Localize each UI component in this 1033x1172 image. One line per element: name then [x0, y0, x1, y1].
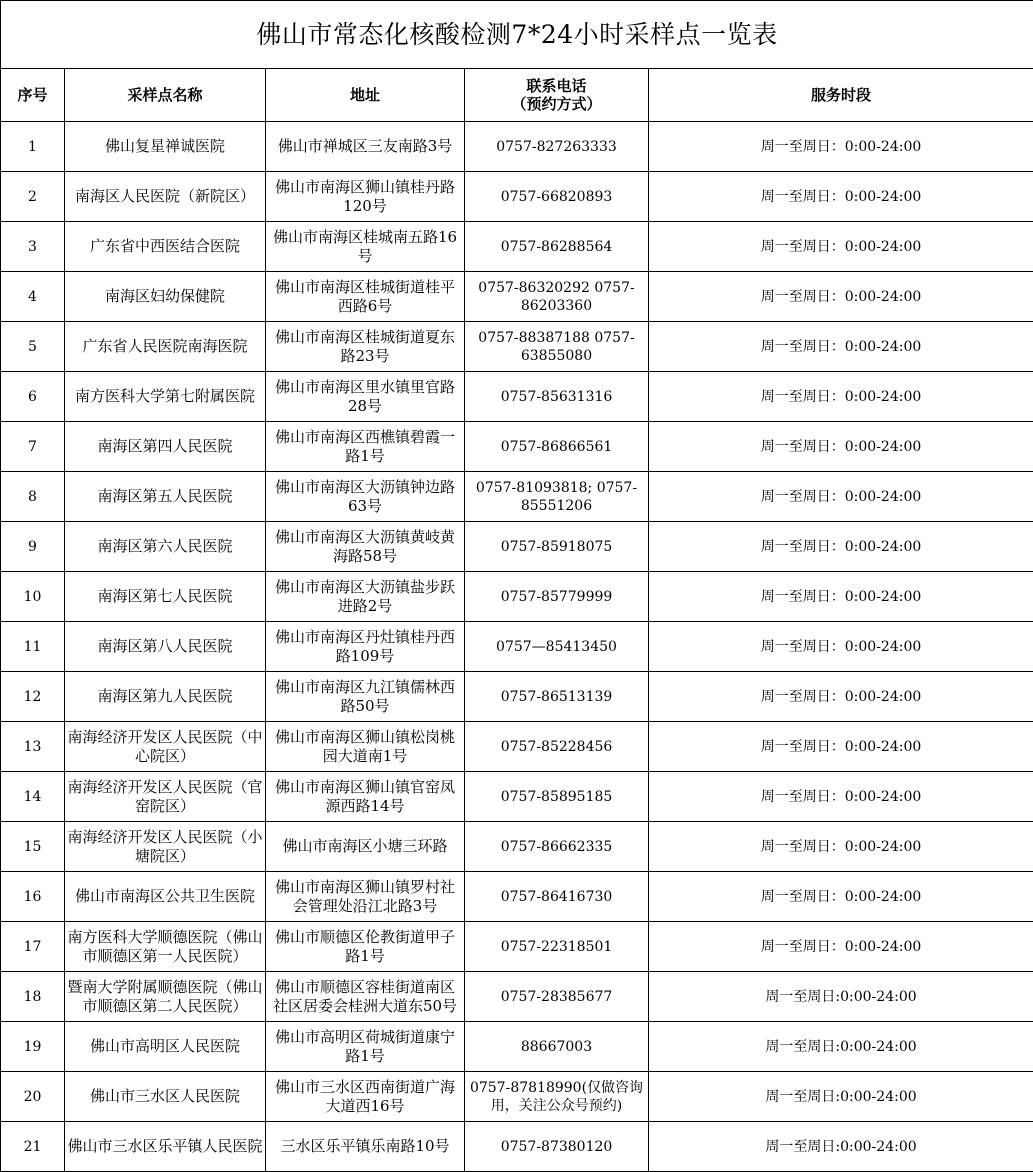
cell-address: 佛山市南海区桂城南五路16号 — [266, 222, 465, 272]
header-phone — [465, 69, 649, 122]
cell-seq: 10 — [1, 572, 65, 622]
cell-phone: 0757-88387188 0757-63855080 — [465, 322, 649, 372]
cell-address: 佛山市三水区西南街道广海大道西16号 — [266, 1072, 465, 1122]
cell-phone: 0757-86320292 0757-86203360 — [465, 272, 649, 322]
cell-address: 佛山市南海区丹灶镇桂丹西路109号 — [266, 622, 465, 672]
cell-phone: 0757-66820893 — [465, 172, 649, 222]
cell-name: 南海区妇幼保健院 — [65, 272, 266, 322]
header-phone-line2: （预约方式） — [467, 95, 646, 113]
cell-address: 佛山市南海区狮山镇桂丹路120号 — [266, 172, 465, 222]
cell-hours: 周一至周日：0:00-24:00 — [649, 372, 1033, 422]
cell-seq: 19 — [1, 1022, 65, 1072]
table-row — [1, 122, 1033, 172]
cell-name: 佛山市高明区人民医院 — [65, 1022, 266, 1072]
cell-name: 南海经济开发区人民医院（官窑院区） — [65, 772, 266, 822]
cell-address: 佛山市南海区狮山镇罗村社会管理处沿江北路3号 — [266, 872, 465, 922]
cell-hours: 周一至周日：0:00-24:00 — [649, 622, 1033, 672]
cell-seq: 8 — [1, 472, 65, 522]
cell-name: 南海经济开发区人民医院（中心院区） — [65, 722, 266, 772]
cell-phone: 0757-86866561 — [465, 422, 649, 472]
cell-name: 佛山市三水区人民医院 — [65, 1072, 266, 1122]
cell-address: 佛山市南海区九江镇儒林西路50号 — [266, 672, 465, 722]
cell-name: 佛山市三水区乐平镇人民医院 — [65, 1122, 266, 1172]
cell-hours: 周一至周日：0:00-24:00 — [649, 572, 1033, 622]
cell-address: 佛山市南海区小塘三环路 — [266, 822, 465, 872]
cell-address: 三水区乐平镇乐南路10号 — [266, 1122, 465, 1172]
cell-hours: 周一至周日:0:00-24:00 — [649, 1022, 1033, 1072]
table-row — [1, 922, 1033, 972]
cell-seq: 4 — [1, 272, 65, 322]
cell-address: 佛山市南海区西樵镇碧霞一路1号 — [266, 422, 465, 472]
header-hours: 服务时段 — [649, 69, 1033, 122]
cell-address: 佛山市南海区狮山镇官窑凤源西路14号 — [266, 772, 465, 822]
cell-seq: 7 — [1, 422, 65, 472]
cell-phone: 0757-81093818; 0757-85551206 — [465, 472, 649, 522]
table-row — [1, 322, 1033, 372]
cell-hours: 周一至周日：0:00-24:00 — [649, 772, 1033, 822]
cell-name: 佛山复星禅诚医院 — [65, 122, 266, 172]
cell-seq: 6 — [1, 372, 65, 422]
cell-phone: 0757-28385677 — [465, 972, 649, 1022]
cell-hours: 周一至周日：0:00-24:00 — [649, 672, 1033, 722]
cell-name: 暨南大学附属顺德医院（佛山市顺德区第二人民医院） — [65, 972, 266, 1022]
cell-phone: 0757-86416730 — [465, 872, 649, 922]
table-row — [1, 672, 1033, 722]
cell-phone: 0757-827263333 — [465, 122, 649, 172]
cell-name: 广东省中西医结合医院 — [65, 222, 266, 272]
cell-seq: 18 — [1, 972, 65, 1022]
table-row — [1, 1072, 1033, 1122]
table-row — [1, 472, 1033, 522]
cell-hours: 周一至周日：0:00-24:00 — [649, 122, 1033, 172]
table-row — [1, 1122, 1033, 1172]
cell-seq: 13 — [1, 722, 65, 772]
cell-phone: 0757-22318501 — [465, 922, 649, 972]
cell-address: 佛山市南海区狮山镇松岗桃园大道南1号 — [266, 722, 465, 772]
cell-address: 佛山市高明区荷城街道康宁路1号 — [266, 1022, 465, 1072]
table-row — [1, 222, 1033, 272]
cell-name: 南海区第六人民医院 — [65, 522, 266, 572]
cell-hours: 周一至周日：0:00-24:00 — [649, 872, 1033, 922]
cell-hours: 周一至周日：0:00-24:00 — [649, 222, 1033, 272]
cell-address: 佛山市南海区桂城街道夏东路23号 — [266, 322, 465, 372]
cell-seq: 21 — [1, 1122, 65, 1172]
cell-seq: 17 — [1, 922, 65, 972]
cell-phone: 0757-85228456 — [465, 722, 649, 772]
cell-hours: 周一至周日：0:00-24:00 — [649, 322, 1033, 372]
cell-phone: 0757-86662335 — [465, 822, 649, 872]
table-row — [1, 722, 1033, 772]
cell-hours: 周一至周日：0:00-24:00 — [649, 172, 1033, 222]
table-row — [1, 272, 1033, 322]
table-row — [1, 622, 1033, 672]
cell-address: 佛山市南海区大沥镇盐步跃进路2号 — [266, 572, 465, 622]
cell-phone: 0757-85895185 — [465, 772, 649, 822]
cell-seq: 5 — [1, 322, 65, 372]
cell-hours: 周一至周日：0:00-24:00 — [649, 822, 1033, 872]
cell-name: 南海区第四人民医院 — [65, 422, 266, 472]
cell-address: 佛山市南海区大沥镇黄岐黄海路58号 — [266, 522, 465, 572]
header-phone-line1: 联系电话 — [467, 77, 646, 95]
cell-hours: 周一至周日：0:00-24:00 — [649, 272, 1033, 322]
cell-seq: 3 — [1, 222, 65, 272]
cell-seq: 2 — [1, 172, 65, 222]
cell-name: 南方医科大学第七附属医院 — [65, 372, 266, 422]
cell-address: 佛山市顺德区容桂街道南区社区居委会桂洲大道东50号 — [266, 972, 465, 1022]
cell-name: 南海区第五人民医院 — [65, 472, 266, 522]
cell-phone: 0757-85918075 — [465, 522, 649, 572]
cell-hours: 周一至周日：0:00-24:00 — [649, 422, 1033, 472]
cell-hours: 周一至周日:0:00-24:00 — [649, 1122, 1033, 1172]
table-body — [1, 122, 1033, 1172]
cell-seq: 1 — [1, 122, 65, 172]
cell-address: 佛山市南海区大沥镇钟边路63号 — [266, 472, 465, 522]
cell-name: 南海区第八人民医院 — [65, 622, 266, 672]
cell-seq: 15 — [1, 822, 65, 872]
cell-address: 佛山市南海区桂城街道桂平西路6号 — [266, 272, 465, 322]
table-row — [1, 422, 1033, 472]
table-row — [1, 572, 1033, 622]
cell-hours: 周一至周日:0:00-24:00 — [649, 1072, 1033, 1122]
cell-name: 南海经济开发区人民医院（小塘院区） — [65, 822, 266, 872]
cell-name: 广东省人民医院南海医院 — [65, 322, 266, 372]
cell-seq: 20 — [1, 1072, 65, 1122]
cell-name: 南海区人民医院（新院区） — [65, 172, 266, 222]
header-address: 地址 — [266, 69, 465, 122]
cell-name: 南方医科大学顺德医院（佛山市顺德区第一人民医院） — [65, 922, 266, 972]
cell-seq: 11 — [1, 622, 65, 672]
cell-seq: 14 — [1, 772, 65, 822]
cell-hours: 周一至周日：0:00-24:00 — [649, 472, 1033, 522]
cell-phone: 0757-87818990(仅做咨询用，关注公众号预约) — [465, 1072, 649, 1122]
cell-phone: 88667003 — [465, 1022, 649, 1072]
cell-hours: 周一至周日：0:00-24:00 — [649, 522, 1033, 572]
table-row — [1, 1022, 1033, 1072]
cell-hours: 周一至周日:0:00-24:00 — [649, 972, 1033, 1022]
table-row — [1, 772, 1033, 822]
header-name: 采样点名称 — [65, 69, 266, 122]
header-seq: 序号 — [1, 69, 65, 122]
cell-phone: 0757-86513139 — [465, 672, 649, 722]
cell-seq: 9 — [1, 522, 65, 572]
cell-seq: 12 — [1, 672, 65, 722]
table-row — [1, 972, 1033, 1022]
cell-address: 佛山市顺德区伦教街道甲子路1号 — [266, 922, 465, 972]
cell-phone: 0757-87380120 — [465, 1122, 649, 1172]
table-row — [1, 372, 1033, 422]
cell-address: 佛山市禅城区三友南路3号 — [266, 122, 465, 172]
table-title: 佛山市常态化核酸检测7*24小时采样点一览表 — [1, 1, 1033, 69]
table-row — [1, 172, 1033, 222]
cell-phone: 0757-85779999 — [465, 572, 649, 622]
table-row — [1, 522, 1033, 572]
table-row — [1, 822, 1033, 872]
cell-phone: 0757—85413450 — [465, 622, 649, 672]
cell-seq: 16 — [1, 872, 65, 922]
cell-phone: 0757-86288564 — [465, 222, 649, 272]
cell-address: 佛山市南海区里水镇里官路28号 — [266, 372, 465, 422]
cell-hours: 周一至周日：0:00-24:00 — [649, 722, 1033, 772]
cell-name: 佛山市南海区公共卫生医院 — [65, 872, 266, 922]
cell-name: 南海区第九人民医院 — [65, 672, 266, 722]
table-row — [1, 872, 1033, 922]
cell-name: 南海区第七人民医院 — [65, 572, 266, 622]
cell-phone: 0757-85631316 — [465, 372, 649, 422]
cell-hours: 周一至周日：0:00-24:00 — [649, 922, 1033, 972]
